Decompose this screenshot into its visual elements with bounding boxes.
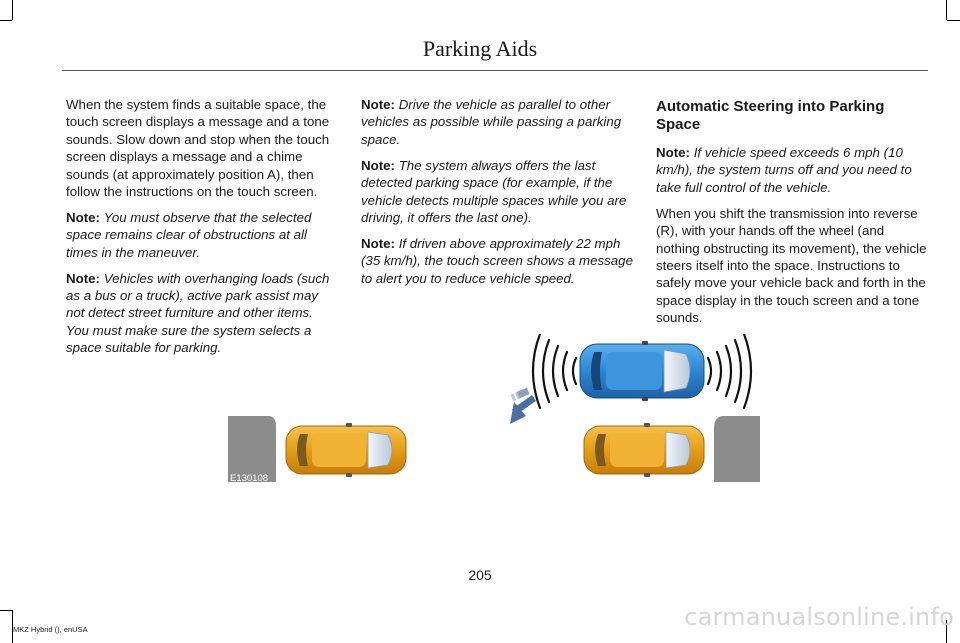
section-heading: Automatic Steering into Parking Space bbox=[656, 98, 885, 133]
crop-mark bbox=[947, 20, 960, 21]
crop-mark bbox=[0, 610, 12, 611]
note-label: Note: bbox=[361, 97, 395, 112]
note bbox=[66, 209, 338, 261]
parking-illustration bbox=[228, 334, 764, 486]
page-title: Parking Aids bbox=[422, 36, 538, 61]
crop-mark bbox=[12, 0, 13, 20]
direction-arrow-icon bbox=[510, 390, 534, 424]
note-text: If driven above approximately 22 mph (35 km/h), the touch screen shows a message to alert you to reduce vehicle speed. bbox=[361, 235, 633, 286]
crop-mark bbox=[946, 0, 947, 20]
page-number: 205 bbox=[468, 567, 492, 583]
header-divider bbox=[62, 70, 928, 71]
note bbox=[361, 157, 633, 227]
note-text: If vehicle speed exceeds 6 mph (10 km/h), the system turns off and you need to take full control of the vehicle. bbox=[656, 145, 912, 195]
note-text: Drive the vehicle as parallel to other vehicles as possible while passing a parking space. bbox=[361, 97, 622, 147]
note-label: Note: bbox=[656, 145, 690, 160]
curb-block bbox=[714, 416, 760, 482]
figure-code: E130108 bbox=[230, 473, 269, 484]
parked-car bbox=[286, 423, 406, 477]
crop-mark bbox=[0, 20, 12, 21]
note-text: You must observe that the selected space remains clear of obstructions at all times in the maneuver. bbox=[66, 209, 312, 260]
sensor-waves-front bbox=[708, 334, 751, 408]
column-3 bbox=[656, 96, 930, 335]
column-1 bbox=[66, 96, 338, 365]
moving-car bbox=[580, 341, 704, 401]
note bbox=[361, 235, 633, 287]
note bbox=[361, 96, 633, 148]
note-label: Note: bbox=[66, 209, 100, 225]
watermark: carmanualsonline.info bbox=[684, 603, 954, 631]
note-text: Vehicles with overhanging loads (such as a bus or a truck), active park assist may not detect street furniture and other items. You must make sure the system selects a space suitable for parking. bbox=[66, 270, 330, 356]
column-2 bbox=[361, 96, 633, 296]
paragraph: When you shift the transmission into reverse (R), with your hands off the wheel (and nothing obstructing its movement), the vehicle steers itself into the space. Instructions to safely move your vehicle back and forth in the space display in the touch screen and a tone sounds. bbox=[656, 205, 927, 326]
note bbox=[656, 144, 930, 196]
paragraph: When the system finds a suitable space, the touch screen displays a message and a tone sounds. Slow down and stop when the touch screen displays a message and a chime sounds (at approximately position A), then follow the instructions on the touch screen. bbox=[66, 97, 330, 200]
note-text: The system always offers the last detected parking space (for example, if the vehicle detects multiple spaces while you are driving, it offers the last one). bbox=[361, 157, 627, 225]
parked-car bbox=[584, 423, 704, 477]
note-label: Note: bbox=[361, 157, 395, 173]
note-label: Note: bbox=[66, 270, 100, 286]
footer-text: MKZ Hybrid (), enUSA bbox=[13, 625, 88, 634]
note-label: Note: bbox=[361, 235, 395, 251]
sensor-waves-rear bbox=[533, 334, 576, 408]
